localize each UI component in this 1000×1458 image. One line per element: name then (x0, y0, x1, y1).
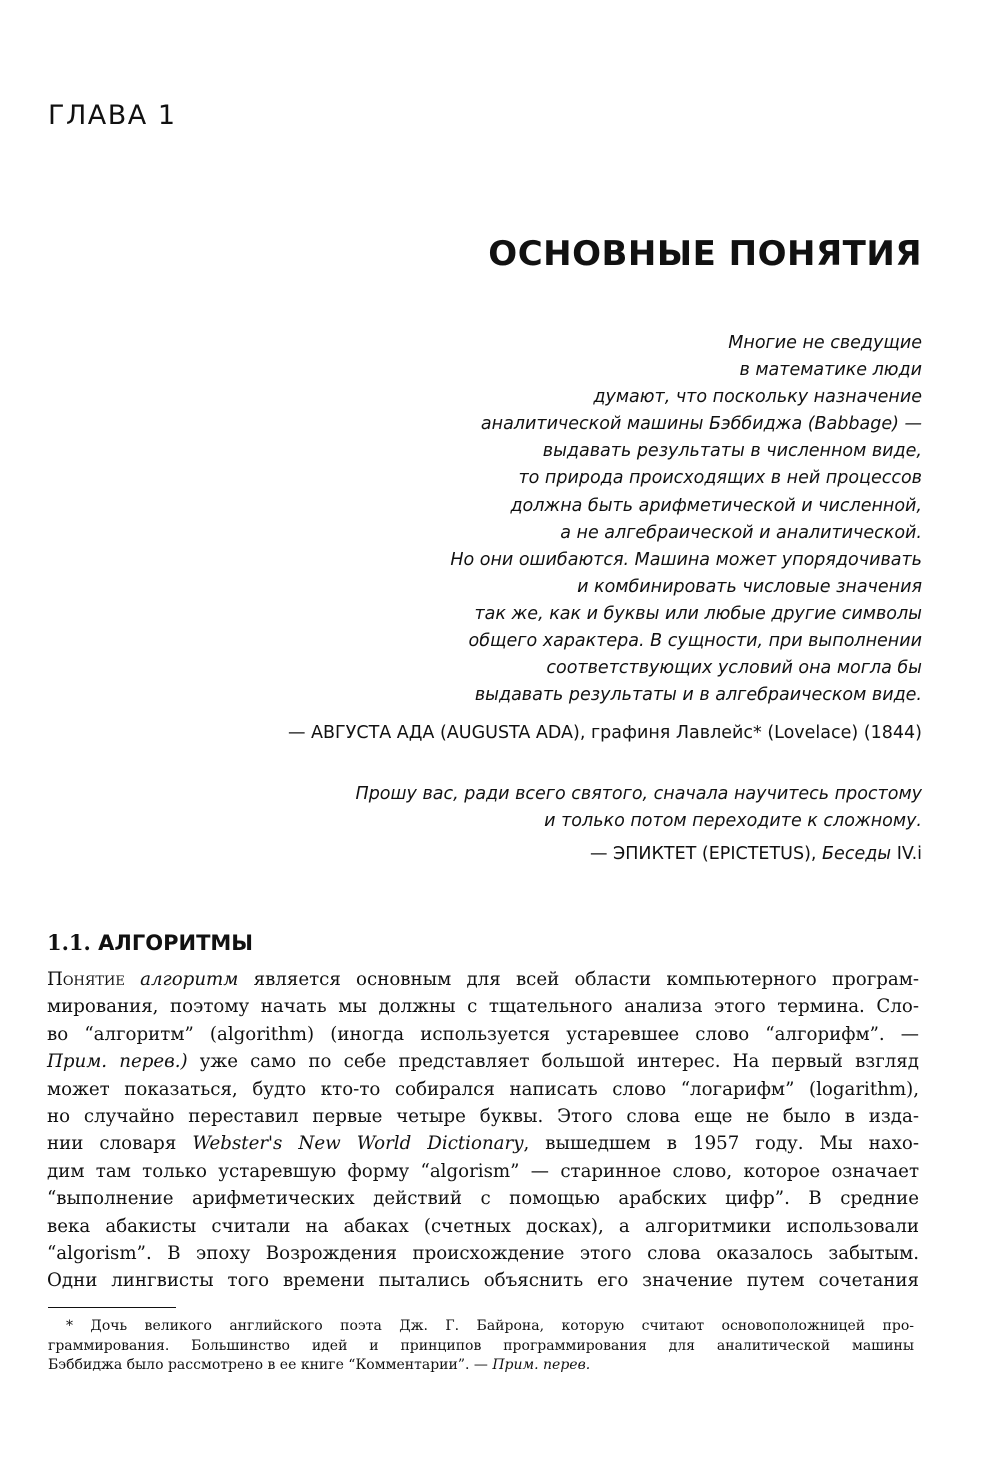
epigraph-line: должна быть арифметической и численной, (510, 495, 922, 516)
epigraph-line: и комбинировать числовые значения (577, 576, 922, 597)
translator-note: Прим. перев. (492, 1357, 591, 1373)
footnote (48, 1317, 914, 1376)
epigraph-line: так же, как и буквы или любые другие символы (474, 603, 922, 624)
epigraph-line: Многие не сведущие (728, 333, 922, 353)
dictionary-title: Webster's New World Dictionary (192, 1133, 524, 1155)
body-line: мирования, поэтому начать мы должны с тщательного анализа этого термина. Сло- (47, 996, 919, 1018)
footnote-line (48, 1356, 914, 1376)
body-line: во “алгоритм” (algorithm) (иногда используется устаревшее слово “алгорифм”. — (47, 1023, 919, 1045)
epigraph-line: и только потом переходите к сложному. (544, 811, 922, 832)
body-line: Одни лингвисты того времени пытались объяснить его значение путем сочетания (47, 1270, 919, 1292)
footnote-line: * Дочь великого английского поэта Дж. Г. Байрона, которую считают основоположницей про- (66, 1318, 914, 1334)
epigraph-line: то природа происходящих в ней процессов (518, 468, 922, 489)
footnote-line-text: Бэббиджа было рассмотрено в ее книге “Комментарии”. — (48, 1357, 493, 1373)
body-line: дим там только устаревшую форму “algorism” — старинное слово, которое означает (47, 1160, 919, 1182)
body-line: но случайно переставил первые четыре буквы. Этого слова еще не было в изда- (47, 1106, 919, 1128)
body-line-text: уже само по себе представляет большой интерес. На первый взгляд (187, 1051, 919, 1073)
translator-note: Прим. перев.) (47, 1051, 188, 1073)
body-line (47, 966, 919, 993)
epigraph-line: Но они ошибаются. Машина может упорядочивать (450, 549, 922, 570)
section-heading (47, 930, 253, 955)
epigraph-attribution-lovelace: — АВГУСТА АДА (AUGUSTA ADA), графиня Лавлейс* (Lovelace) (1844) (287, 723, 922, 743)
epigraph-line: аналитической машины Бэббиджа (Babbage) — (480, 414, 922, 435)
chapter-label: ГЛАВА 1 (48, 100, 177, 131)
body-line: “algorism”. В эпоху Возрождения происхождение этого слова оказалось забытым. (47, 1243, 919, 1265)
epigraph-attribution-epictetus (590, 844, 922, 864)
footnote-line: граммирования. Большинство идей и принципов программирования для аналитической машины (48, 1337, 914, 1354)
term-algorithm: алгоритм (140, 969, 239, 990)
body-paragraph (47, 966, 919, 1295)
epigraph-line: а не алгебраической и аналитической. (560, 522, 922, 543)
attribution-work: Беседы (822, 844, 892, 864)
attribution-author: — ЭПИКТЕТ (EPICTETUS), (589, 844, 823, 864)
epigraph-line: общего характера. В сущности, при выполнении (468, 631, 922, 652)
chapter-title: ОСНОВНЫЕ ПОНЯТИЯ (488, 234, 922, 274)
body-line-text: нии словаря (47, 1133, 193, 1155)
epigraph-epictetus (356, 781, 922, 835)
body-line (47, 1130, 919, 1157)
epigraph-line: выдавать результаты и в алгебраическом виде. (474, 685, 922, 706)
footnote-divider (48, 1307, 176, 1308)
body-line-text: является основным для всей области компьютерного програм- (238, 969, 919, 990)
body-line-text: , вышедшем в 1957 году. Мы нахо- (523, 1133, 919, 1155)
attribution-ref: IV.i (891, 844, 922, 864)
section-number: 1.1. (47, 930, 91, 955)
body-line: “выполнение арифметических действий с помощью арабских цифр”. В средние (47, 1188, 919, 1210)
term-lead: Понятие (47, 969, 125, 990)
body-line: века абакисты считали на абаках (счетных досках), а алгоритмики использовали (47, 1215, 919, 1237)
epigraph-line: соответствующих условий она могла бы (546, 658, 922, 679)
epigraph-line: в математике люди (739, 360, 922, 381)
body-line: может показаться, будто кто-то собирался написать слово “логарифм” (logarithm), (47, 1078, 919, 1100)
epigraph-line: Прошу вас, ради всего святого, сначала научитесь простому (355, 784, 922, 804)
epigraph-line: выдавать результаты в численном виде, (542, 441, 922, 462)
epigraph-line: думают, что поскольку назначение (593, 387, 922, 408)
section-title: АЛГОРИТМЫ (98, 931, 254, 955)
body-line (47, 1048, 919, 1075)
epigraph-lovelace (450, 330, 922, 709)
